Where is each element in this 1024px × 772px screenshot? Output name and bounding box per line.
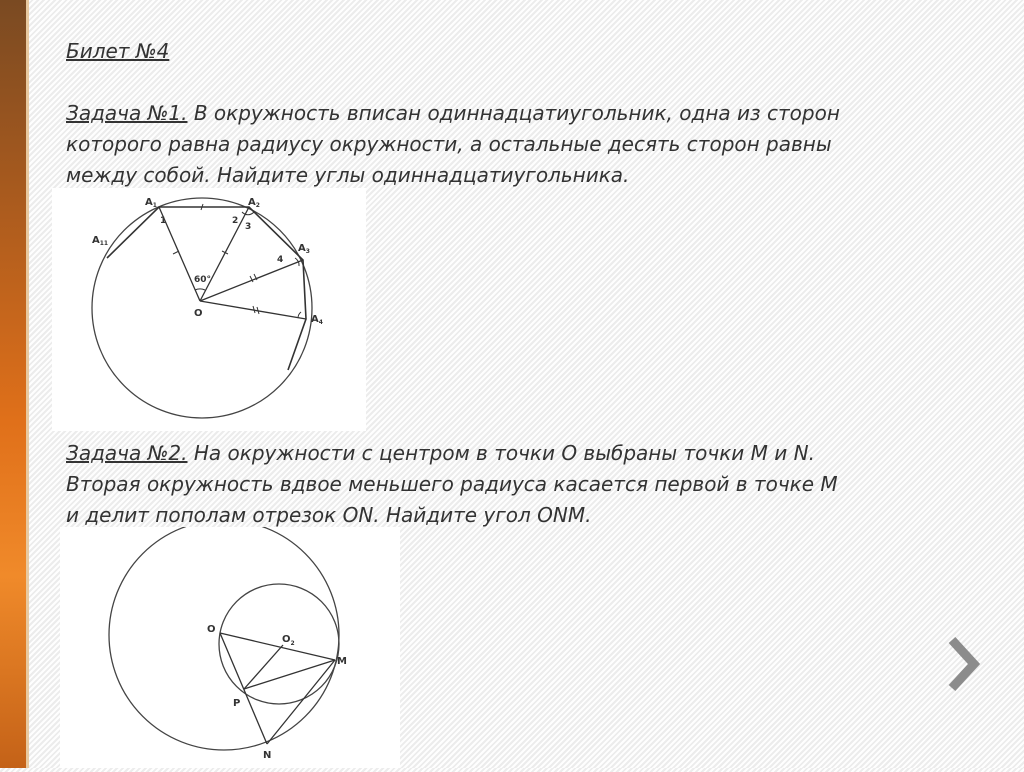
big-circle [109,527,339,750]
label-n2: 2 [232,216,239,226]
label-a4: $A_4$ [311,314,323,326]
next-slide-button[interactable] [938,632,988,696]
label-o: O [194,308,203,319]
label-m: M [337,656,347,667]
small-circle [219,584,339,704]
task2-figure [60,527,400,768]
angle-arc-a4 [298,312,301,318]
task2-text [66,438,946,531]
task1-label: Задача №1. [66,101,188,125]
label-angle: 60° [194,275,212,285]
label-n3: 3 [245,222,252,232]
segment-mn [267,660,335,744]
label-n4: 4 [277,255,284,265]
task2-line2: Вторая окружность вдвое меньшего радиуса касается первой в точке М [66,472,838,496]
label-n1: 1 [160,216,167,226]
task1-text [66,98,946,191]
label-o: O [207,624,216,635]
task1-line2: которого равна радиусу окружности, а остальные десять сторон равны [66,132,832,156]
label-a1: $A_1$ [145,197,157,209]
label-a2: $A_2$ [248,197,260,209]
chevron-right-icon [938,632,988,696]
side-bar-edge [26,0,29,768]
label-a11: $A_{11}$ [92,235,109,247]
label-o2: $O_2$ [282,634,295,647]
label-n: N [263,750,272,761]
label-p: P [233,698,241,709]
task2-label: Задача №2. [66,441,188,465]
task1-line3: между собой. Найдите углы одиннадцатиугольника. [66,163,630,187]
segment-on [220,633,267,744]
task2-diagram [60,527,400,768]
decorative-side-bar [0,0,26,768]
task1-figure [52,188,366,431]
task2-line1: На окружности с центром в точки О выбраны точки М и N. [193,441,815,465]
label-a3: $A_3$ [298,243,310,255]
radius-oa3 [200,260,303,301]
tick-mark [173,251,179,254]
task1-diagram [52,188,366,431]
angle-arc-a2 [242,212,254,215]
segment-om [220,633,335,660]
radius-oa4 [200,301,306,319]
ticket-title: Билет №4 [66,39,170,63]
angle-arc [195,289,205,290]
radius-oa2 [200,207,252,301]
task2-line3: и делит пополам отрезок ON. Найдите угол ONM. [66,503,592,527]
task1-line1: В окружность вписан одиннадцатиугольник, одна из сторон [193,101,840,125]
